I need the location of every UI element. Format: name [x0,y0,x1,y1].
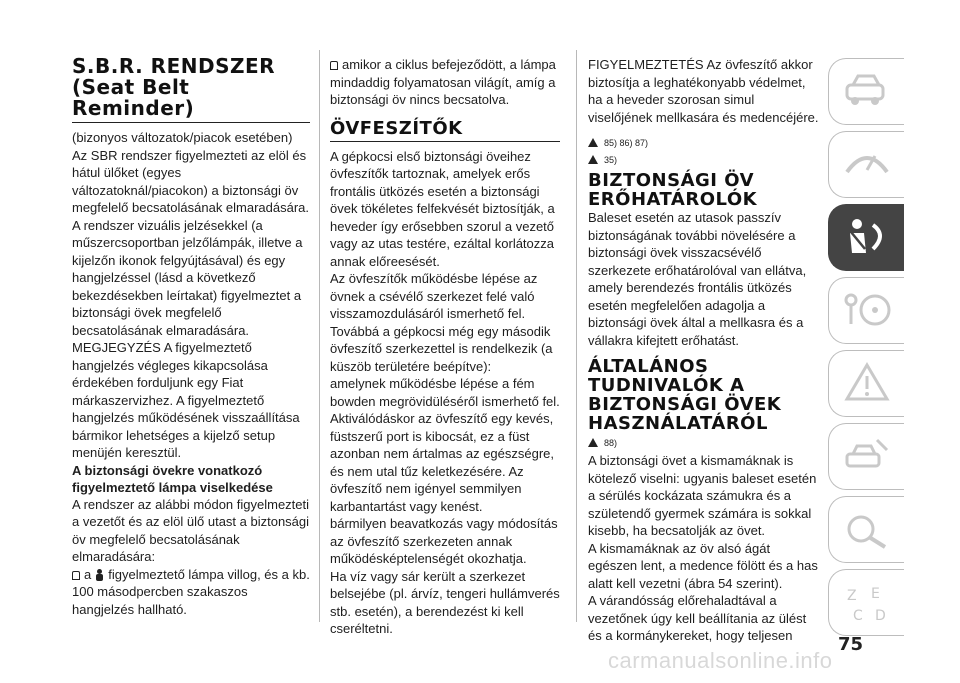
bullet-icon [330,61,338,70]
section-title-general-info: ÁLTALÁNOS TUDNIVALÓK A BIZTONSÁGI ÖVEK HASZNÁLATÁRÓL [588,356,782,434]
column-3 [588,56,820,645]
section-title-force-limiters: BIZTONSÁGI ÖV ERŐHATÁROLÓK [588,170,758,210]
paragraph: Aktiválódáskor az övfeszítő egy kevés, füstszerű port is kibocsát, ez a füst azonban nem ártalmas az egészségre, és nem utal tűz keletkezésére. Az övfeszítő nem igényel semmilyen karbantartást vagy kenést. [330,411,555,514]
tab-maintenance[interactable] [828,496,904,563]
tab-safety[interactable] [828,204,904,271]
caution-icon [588,155,598,164]
tab-starting-driving[interactable] [828,277,904,344]
paragraph: Továbbá a gépkocsi még egy második övfeszítő szerkezettel is rendelkezik (a küszöb területére beépítve): [330,323,553,374]
warning-triangle-icon [841,361,893,407]
svg-text:C: C [853,608,863,624]
paragraph: FIGYELMEZTETÉS Az övfeszítő akkor biztosítja a leghatékonyabb védelmet, ha a heveder szorosan simul viselőjének mellkasára és medencéjére. [588,57,819,125]
paragraph: Az övfeszítők működésbe lépése az övnek a csévélő szerkezet felé való visszamozdulásáról ismerhető fel. [330,271,538,321]
paragraph: A várandósság előrehaladtával a vezetőnek úgy kell beállítania az ülést és a kormánykereket, hogy teljesen [588,593,807,643]
column-2 [330,56,560,638]
car-info-icon [841,69,893,115]
wrench-car-icon [841,434,893,480]
seatbelt-warning-icon [95,569,104,581]
key-steering-icon [841,288,893,334]
intro-text: (bizonyos változatok/piacok esetében) [72,130,293,145]
multimedia-icon [841,580,893,626]
tab-emergency[interactable] [828,423,904,490]
bullet-item: a figyelmeztető lámpa villog, és a kb. 100 másodpercben szakaszos hangjelzés hallható. [72,566,310,617]
paragraph: A rendszer vizuális jelzésekkel (a műszercsoportban jelzőlámpák, illetve a kijelzőn ikonok felgyújtásával) és egy hangjelzéssel (lásd a következő bekezdésekben leírtakat) figyelmeztet a biztonsági övek megfelelő becsatolásának elmaradására. [72,217,303,338]
tab-warnings[interactable] [828,350,904,417]
seatbelt-airbag-icon [841,215,893,261]
warning-triangle-icon [588,138,598,147]
tab-car-info[interactable] [828,58,904,125]
svg-text:D: D [875,608,886,624]
bullet-item: amikor a ciklus befejeződött, a lámpa mindaddig folyamatosan világít, amíg a biztonsági öv nincs becsatolva. [330,57,556,107]
column-1 [72,56,310,618]
paragraph: A kismamáknak az öv alsó ágát egészen lent, a medence fölött és a has alatt kell vezetni (ábra 54 szerint). [588,540,818,591]
tab-dashboard[interactable] [828,131,904,198]
section-title-pretensioners: ÖVFESZÍTŐK [330,119,560,142]
paragraph: bármilyen beavatkozás vagy módosítás az övfeszítő szerkezeten annak működésképtelenségét okozhatja. [330,516,558,566]
paragraph: Baleset esetén az utasok passzív biztonságának további növelésére a biztonsági övek visszacsévélő szerkezete erőhatárolóval van ellátva, amely berendezés frontális ütközés esetén megfelelően adagolja a biztonsági övek által a mellkasra és a vállakra kifejtett erőhatást. [588,210,807,348]
subheading-warning-lamp: A biztonsági övekre vonatkozó figyelmeztető lámpa viselkedése [72,462,273,495]
svg-text:E: E [871,586,880,602]
tab-technical-data[interactable] [828,569,904,636]
paragraph: A rendszer az alábbi módon figyelmezteti a vezetőt és az elöl ülő utast a biztonsági öv megfelelő becsatolásának elmaradására: [72,496,310,564]
page-number: 75 [838,634,864,655]
column-divider [576,50,577,622]
paragraph: A gépkocsi első biztonsági öveihez övfeszítők tartoznak, amelyek erős frontális ütközés esetén a biztonsági övek tökéletes felfekvését biztosítják, a heveder így erősebben szorul a vezető vagy az utas testére, ezáltal korlátozza annak előreesését. [330,148,555,269]
dashboard-icon [841,142,893,188]
caution-references: 35) [588,153,820,167]
watermark: carmanualsonline.info [608,648,833,673]
paragraph: Ha víz vagy sár került a szerkezet belsejébe (pl. árvíz, tengeri hullámverés stb. esetén), a berendezést ki kell cseréltetni. [330,568,560,636]
warning-triangle-icon [588,438,598,447]
paragraph: amelynek működésbe lépése a fém bowden megrövidüléséről ismerhető fel. [330,376,560,409]
technical-data-icon [841,507,893,553]
chapter-tabs [828,58,904,642]
section-title-sbr: S.B.R. RENDSZER (Seat Belt Reminder) [72,56,310,123]
paragraph: A biztonsági övet a kismamáknak is kötelező viselni: ugyanis baleset esetén a sérülés kockázata számukra és a születendő gyermek számára is sokkal kisebb, ha becsatolják az övet. [588,453,817,538]
bullet-icon [72,571,80,580]
warning-references: 88) [588,436,820,450]
paragraph: Az SBR rendszer figyelmezteti az elöl és hátul ülőket (egyes változatoknál/piacokon) a biztonsági öv megfelelő becsatolásának elmaradására. [72,147,310,215]
paragraph: MEGJEGYZÉS A figyelmeztető hangjelzés végleges kikapcsolása érdekében forduljunk egy Fiat márkaszervizhez. A figyelmeztető hangjelzés működésének visszaállítása bármikor lehetséges a kijelző setup menüjén keresztül. [72,340,300,460]
svg-text:Z: Z [847,588,857,604]
warning-references: 85) 86) 87) [588,136,820,150]
column-divider [319,50,320,622]
